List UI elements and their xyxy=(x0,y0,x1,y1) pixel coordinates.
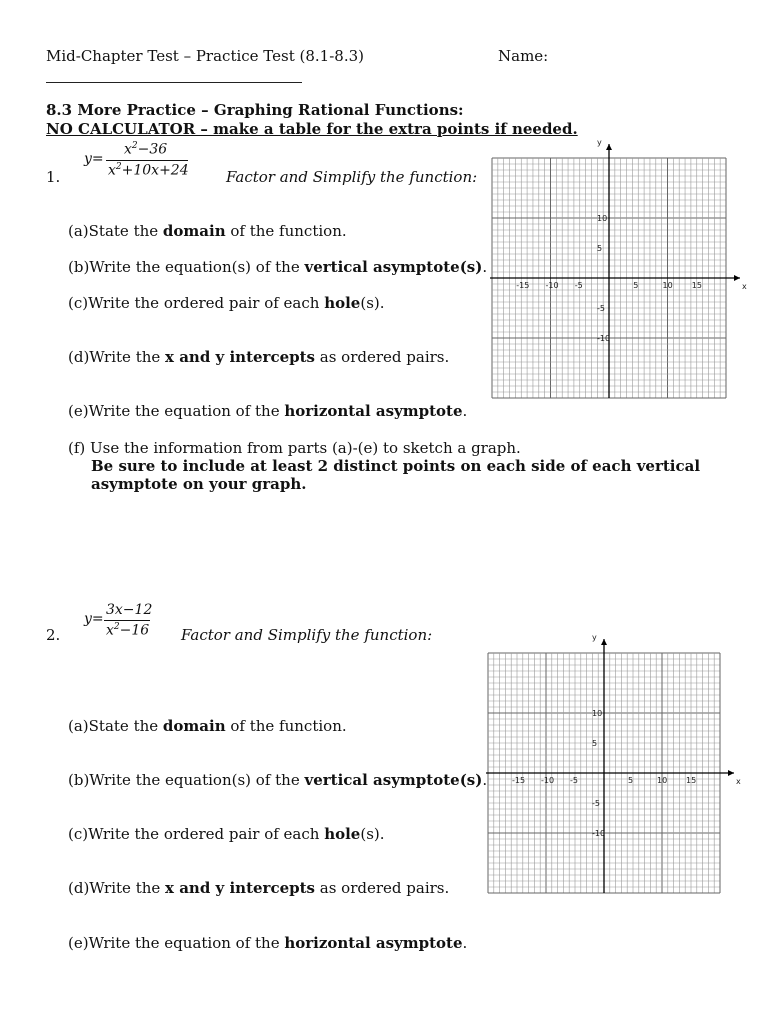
den-base: x xyxy=(106,622,114,639)
fraction-bar xyxy=(104,620,150,621)
den-exp: 2 xyxy=(115,162,122,172)
y-tick-label: 10 xyxy=(592,709,603,718)
problem-1-part-f: (f) Use the information from parts (a)-(e) to sketch a graph. xyxy=(68,439,521,457)
numerator: 3x−12 xyxy=(106,602,153,618)
x-arrow-icon xyxy=(734,275,740,281)
den-rest: −16 xyxy=(119,622,150,639)
den-rest: +10x+24 xyxy=(121,162,189,179)
num-rest: −36 xyxy=(137,141,168,158)
problem-2-part-c: (c)Write the ordered pair of each hole(s). xyxy=(68,825,385,843)
problem-1-part-e: (e)Write the equation of the horizontal asymptote. xyxy=(68,402,468,420)
grid-1-svg xyxy=(480,138,746,404)
problem-2-part-e: (e)Write the equation of the horizontal asymptote. xyxy=(68,934,468,952)
x-tick-label: 5 xyxy=(633,281,639,290)
problem-1-instruction: Factor and Simplify the function: xyxy=(226,168,478,186)
fraction-bar xyxy=(106,160,188,161)
problem-1-part-f-note-1: Be sure to include at least 2 distinct points on each side of each vertical xyxy=(91,457,701,475)
x-tick-label: -10 xyxy=(545,281,559,290)
y-tick-label: 5 xyxy=(592,739,598,748)
x-tick-label: -15 xyxy=(516,281,530,290)
num-base: x xyxy=(124,141,132,158)
problem-2-number: 2. xyxy=(46,626,61,644)
x-tick-label: 10 xyxy=(662,281,673,290)
problem-1-part-d: (d)Write the x and y intercepts as ordered pairs. xyxy=(68,348,450,366)
name-label: Name: xyxy=(498,47,549,65)
problem-2-part-d: (d)Write the x and y intercepts as ordered pairs. xyxy=(68,879,450,897)
coordinate-grid-2[interactable] xyxy=(480,630,746,896)
problem-2-part-b: (b)Write the equation(s) of the vertical asymptote(s). xyxy=(68,771,488,789)
y-tick-label: -5 xyxy=(592,799,600,808)
x-tick-label: -5 xyxy=(574,281,583,290)
y-axis-label: y xyxy=(597,138,602,147)
x-arrow-icon xyxy=(728,770,734,776)
y-tick-label: 5 xyxy=(597,244,603,253)
x-tick-label: -5 xyxy=(570,776,578,785)
numerator xyxy=(124,141,167,158)
problem-2-equation xyxy=(84,602,164,642)
y-tick-label: -10 xyxy=(597,334,611,343)
den-exp: 2 xyxy=(113,622,120,632)
y-tick-label: 10 xyxy=(597,214,608,223)
problem-1-part-c: (c)Write the ordered pair of each hole(s). xyxy=(68,294,385,312)
x-tick-label: 10 xyxy=(657,776,668,785)
section-subheading: NO CALCULATOR – make a table for the extra points if needed. xyxy=(46,120,578,138)
name-underline xyxy=(46,82,302,83)
grid-2-svg xyxy=(480,630,746,896)
problem-2-part-a: (a)State the domain of the function. xyxy=(68,717,347,735)
num-exp: 2 xyxy=(131,141,138,151)
denominator xyxy=(108,162,189,179)
coordinate-grid-1[interactable] xyxy=(480,138,746,404)
problem-1-number: 1. xyxy=(46,168,61,186)
x-tick-label: -10 xyxy=(541,776,555,785)
x-axis-label: x xyxy=(742,282,747,291)
y-axis-label: y xyxy=(592,633,597,642)
problem-1-equation xyxy=(84,141,194,183)
x-tick-label: -15 xyxy=(512,776,526,785)
y-equals: y= xyxy=(84,151,104,167)
problem-1-part-f-note-2: asymptote on your graph. xyxy=(91,475,307,493)
problem-1-part-b: (b)Write the equation(s) of the vertical asymptote(s). xyxy=(68,258,488,276)
problem-2-instruction: Factor and Simplify the function: xyxy=(181,626,433,644)
section-heading: 8.3 More Practice – Graphing Rational Functions: xyxy=(46,101,464,119)
x-tick-label: 15 xyxy=(691,281,702,290)
x-tick-label: 5 xyxy=(628,776,634,785)
x-axis-label: x xyxy=(736,777,741,786)
den-base: x xyxy=(108,162,116,179)
problem-1-part-a: (a)State the domain of the function. xyxy=(68,222,347,240)
denominator xyxy=(106,622,149,639)
y-tick-label: -5 xyxy=(597,304,605,313)
test-title: Mid-Chapter Test – Practice Test (8.1-8.3) xyxy=(46,47,365,65)
y-arrow-icon xyxy=(601,639,607,645)
y-arrow-icon xyxy=(606,144,612,150)
x-tick-label: 15 xyxy=(686,776,697,785)
y-tick-label: -10 xyxy=(592,829,606,838)
y-equals: y= xyxy=(84,611,104,627)
